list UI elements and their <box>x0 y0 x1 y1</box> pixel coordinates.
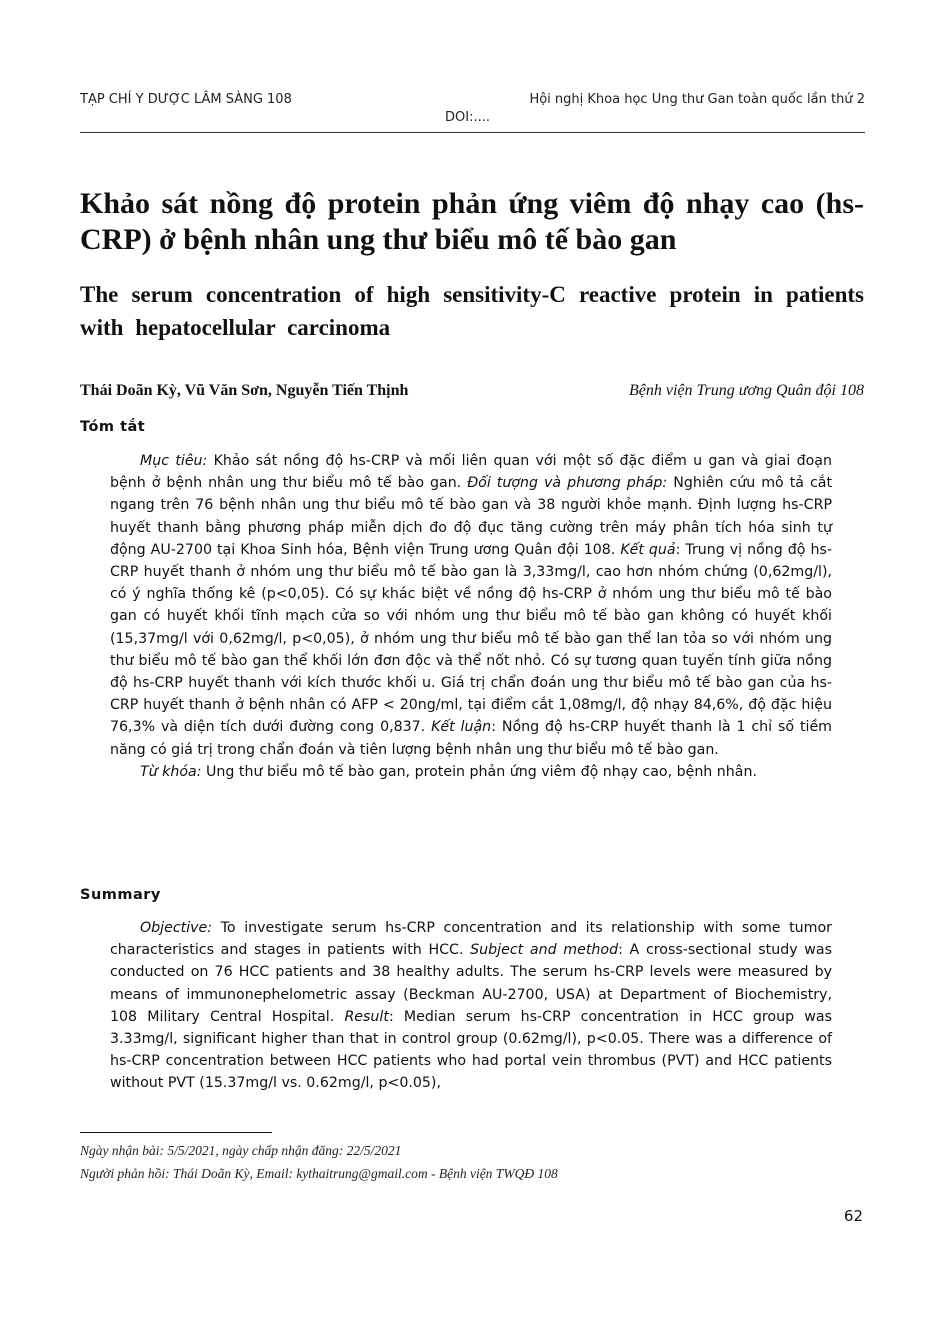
objective-label: Mục tiêu: <box>140 453 208 469</box>
abstract-vi-paragraph <box>110 450 832 761</box>
objective-label: Objective: <box>140 920 213 936</box>
result-text: : Median serum hs-CRP concentration in HCC group was 3.33mg/l, significant higher than that in control group (0.62mg/l), p<0.05. There was a difference of hs-CRP concentration between HCC patients who had portal vein thrombus (PVT) and HCC patients without PVT (15.37mg/l vs. 0.62mg/l, p<0.05), <box>110 1008 832 1092</box>
keywords-text: Ung thư biểu mô tế bào gan, protein phản ứng viêm độ nhạy cao, bệnh nhân. <box>201 763 757 780</box>
title-vietnamese: Khảo sát nồng độ protein phản ứng viêm độ nhạy cao (hs-CRP) ở bệnh nhân ung thư biểu mô tế bào gan <box>80 187 864 256</box>
title-english: The serum concentration of high sensitivity-C reactive protein in patients with hepatocellular carcinoma <box>80 282 864 340</box>
affiliation: Bệnh viện Trung ương Quân đội 108 <box>628 382 864 399</box>
abstract-vi <box>110 450 832 783</box>
method-text: Nghiên cứu mô tả cắt ngang trên 76 bệnh nhân ung thư biểu mô tế bào gan và 38 người khỏe mạnh. Định lượng hs-CRP huyết thanh bằng phương pháp miễn dịch đo độ đục tăng cường trên máy phân tích hóa sinh tự động AU-2700 tại Khoa Sinh hóa, Bệnh viện Trung ương Quân đội 108. <box>110 475 833 558</box>
objective-text: Khảo sát nồng độ hs-CRP và mối liên quan với một số đặc điểm u gan và giai đoạn bệnh ở bệnh nhân ung thư biểu mô tế bào gan. <box>110 453 832 492</box>
abstract-en-paragraph <box>110 917 832 1095</box>
objective-text: To investigate serum hs-CRP concentration and its relationship with some tumor characteristics and stages in patients with HCC. <box>110 920 832 959</box>
journal-name: TẠP CHÍ Y DƯỢC LÂM SÀNG 108 <box>80 92 292 107</box>
conclusion-label: Kết luận <box>431 719 492 736</box>
summary-heading: Summary <box>80 887 161 903</box>
keywords-paragraph <box>110 761 832 783</box>
abstract-vi-heading: Tóm tắt <box>80 419 146 435</box>
page-number: 62 <box>843 1207 863 1225</box>
conference-name: Hội nghị Khoa học Ung thư Gan toàn quốc lần thứ 2 <box>529 92 865 107</box>
result-label: Kết quả <box>620 541 676 558</box>
header-divider <box>80 132 865 133</box>
doi: DOI:.... <box>445 110 490 125</box>
method-label: Đối tượng và phương pháp: <box>467 475 668 492</box>
footnote-correspondence: Người phản hồi: Thái Doãn Kỳ, Email: kythaitrung@gmail.com - Bệnh viện TWQĐ 108 <box>80 1166 558 1181</box>
authors: Thái Doãn Kỳ, Vũ Văn Sơn, Nguyễn Tiến Thịnh <box>80 382 409 399</box>
conclusion-text: : Nồng độ hs-CRP huyết thanh là 1 chỉ số tiềm năng có giá trị trong chẩn đoán và tiên lượng bệnh nhân ung thư biểu mô tế bào gan. <box>110 719 832 758</box>
method-label: Subject and method <box>470 942 619 959</box>
keywords-label: Từ khóa: <box>140 763 202 780</box>
method-text: : A cross-sectional study was conducted on 76 HCC patients and 38 healthy adults. The serum hs-CRP levels were measured by means of immunonephelometric assay (Beckman AU-2700, USA) at Department of Biochemistry, 108 Military Central Hospital. <box>110 942 832 1025</box>
footnote-divider <box>80 1132 272 1133</box>
result-text: : Trung vị nồng độ hs-CRP huyết thanh ở nhóm ung thư biểu mô tế bào gan là 3,33mg/l, cao hơn nhóm chứng (0,62mg/l), có ý nghĩa thống kê (p<0,05). Có sự khác biệt về nồng độ hs-CRP ở nhóm ung thư biểu mô tế bào gan có huyết khối tĩnh mạch cửa so với nhóm ung thư biểu mô tế bào gan không có huyết khối (15,37mg/l với 0,62mg/l, p<0,05), ở nhóm ung thư biểu mô tế bào gan thể lan tỏa so với nhóm ung thư biểu mô tế bào gan thể khối lớn đơn độc và thể nốt nhỏ. Có sự tương quan tuyến tính giữa nồng độ hs-CRP huyết thanh với kích thước khối u. Giá trị chẩn đoán ung thư biểu mô tế bào gan của hs-CRP huyết thanh ở bệnh nhân có AFP < 20ng/ml, tại điểm cắt 1,08mg/l, độ nhạy 84,6%, độ đặc hiệu 76,3% và diện tích dưới đường cong 0,837. <box>110 541 832 736</box>
result-label: Result <box>344 1008 389 1025</box>
footnote-dates: Ngày nhận bài: 5/5/2021, ngày chấp nhận đăng: 22/5/2021 <box>80 1143 402 1158</box>
abstract-en <box>110 917 832 1095</box>
